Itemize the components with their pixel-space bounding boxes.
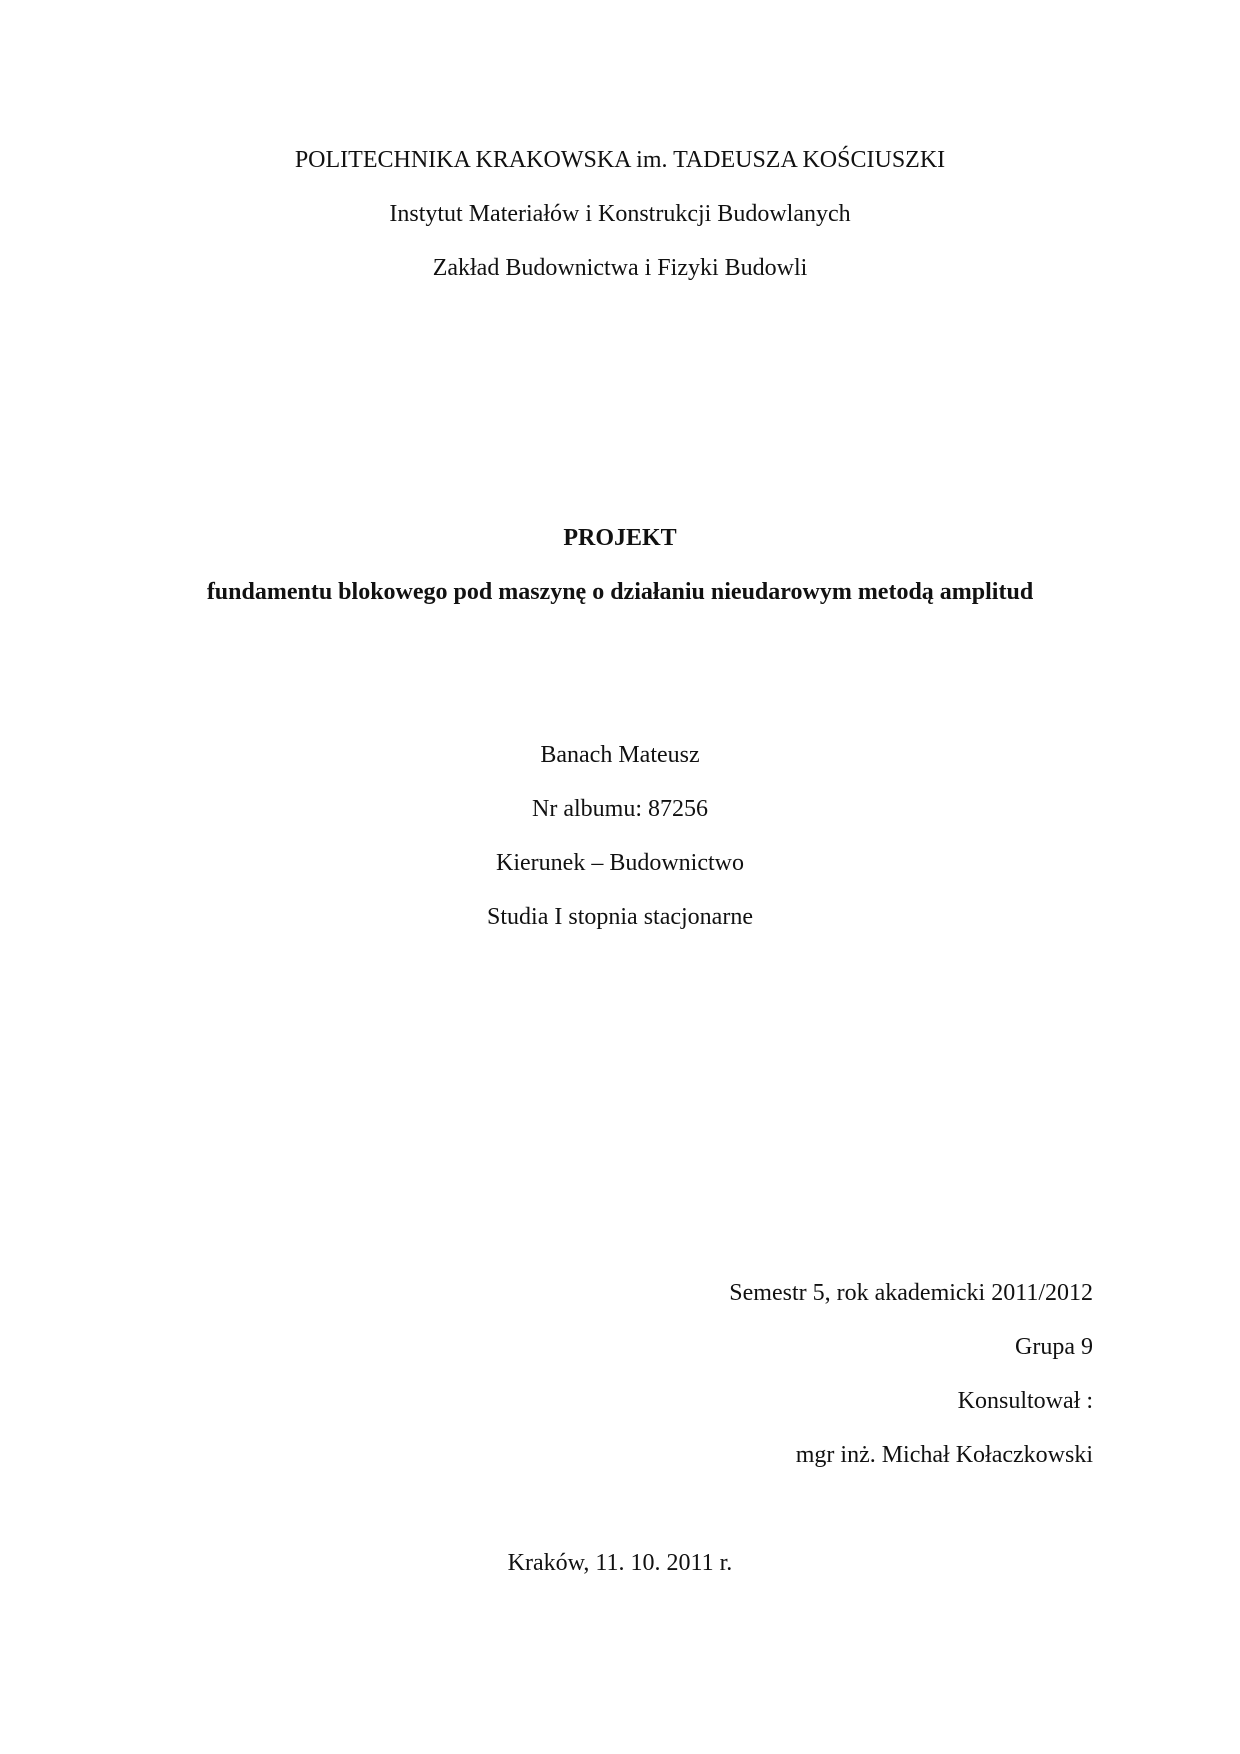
project-subtitle: fundamentu blokowego pod maszynę o działaniu nieudarowym metodą amplitud [206,579,1034,605]
study-type: Studia I stopnia stacjonarne [487,904,753,930]
project-heading: PROJEKT [563,525,677,551]
institute-name: Instytut Materiałów i Konstrukcji Budowlanych [389,201,851,227]
student-name: Banach Mateusz [540,742,700,768]
semester-info: Semestr 5, rok akademicki 2011/2012 [729,1280,1093,1306]
place-and-date: Kraków, 11. 10. 2011 r. [507,1550,733,1576]
field-of-study: Kierunek – Budownictwo [496,850,744,876]
album-number: Nr albumu: 87256 [532,796,708,822]
group-info: Grupa 9 [1015,1334,1093,1360]
consultant-label: Konsultował : [957,1388,1093,1414]
consultant-name: mgr inż. Michał Kołaczkowski [795,1442,1093,1468]
department-name: Zakład Budownictwa i Fizyki Budowli [432,255,808,281]
university-name: POLITECHNIKA KRAKOWSKA im. TADEUSZA KOŚCIUSZKI [294,147,946,173]
